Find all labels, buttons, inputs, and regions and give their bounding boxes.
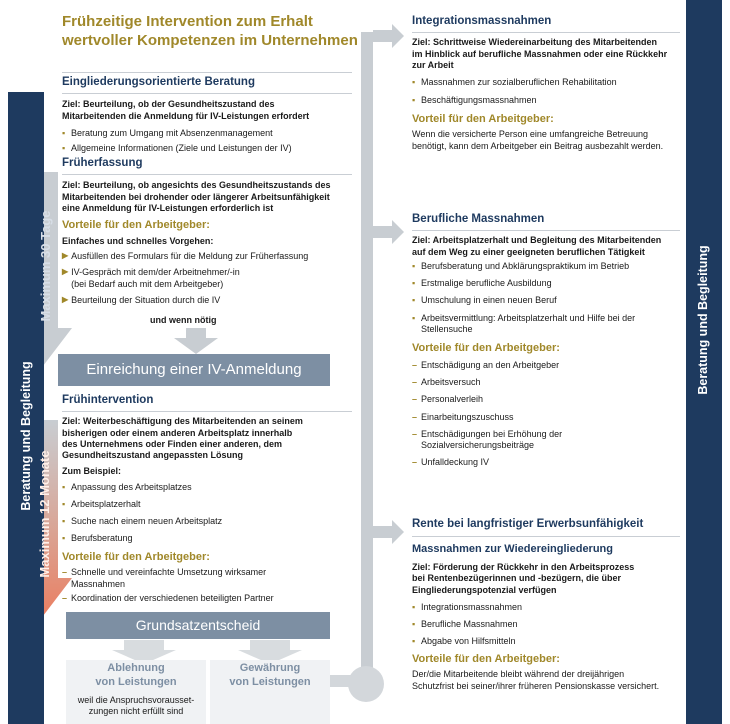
list-item-line: Arbeitsvermittlung: Arbeitsplatzerhalt und Hilfe bei der [421,312,636,323]
arrow-right-icon: ▶ [62,251,69,261]
section-rente [412,517,680,692]
goal-line: Ziel: Schrittweise Wiedereinarbeitung des Mitarbeitenden [412,37,657,48]
list-item [412,95,680,106]
list-item-text: Umschulung in einen neuen Beruf [421,295,557,306]
benefit-line: Wenn die versicherte Person eine umfangreiche Betreuung [412,129,648,140]
section-subheading: Massnahmen zur Wiedereingliederung [412,543,613,556]
section-integration [412,14,680,152]
intro-text: Einfaches und schnelles Vorgehen: [62,235,214,246]
bullet-icon: ▪ [62,498,66,509]
bullet-icon: ▪ [412,295,416,306]
ablehnung-reason [66,695,206,718]
list-item [412,429,680,452]
divider [62,93,352,94]
list-item [412,394,680,405]
dash-icon: – [412,359,418,370]
list-item-text [421,313,635,336]
divider [412,230,680,231]
arrow-right-icon: ▶ [62,294,69,304]
goal-line: des Unternehmens oder Finden einer anderen, dem [62,438,283,449]
list-item-text [421,429,562,452]
goal-line: bisherigen oder einem anderen Arbeitsplatz innerhalb [62,427,293,438]
list-item-text: Allgemeine Informationen (Ziele und Leistungen der IV) [71,143,292,154]
bullet-icon: ▪ [412,260,416,271]
ablehnung-reason-line: weil die Anspruchsvorausset- [77,694,195,705]
benefit-line: benötigt, kann dem Arbeitgeber ein Beitrag ausbezahlt werden. [412,140,664,151]
ablehnung-box [66,660,206,724]
list-item-text: Berufliche Massnahmen [421,619,518,630]
list-item [412,278,680,289]
goal-line: Ziel: Beurteilung, ob angesichts des Gesundheitszustands des [62,180,331,191]
dash-icon: – [412,457,418,468]
list-item-line: Entschädigungen bei Erhöhung der [421,428,563,439]
list-item-line: Massnahmen [71,578,126,589]
list-item [412,377,680,388]
step-text: Ausfüllen des Formulars für die Meldung zur Früherfassung [71,251,309,262]
gewaehrung-title [210,662,330,690]
list-item [412,412,680,423]
arrow-to-integration [373,24,404,48]
page-title [62,13,362,51]
ablehnung-reason-line: zungen nicht erfüllt sind [88,705,184,716]
goal-line: Gesundheitszustand angepassten Lösung [62,450,244,461]
section-eingliederung [62,72,352,154]
goal-line: bei Rentenbezügerinnen und -bezügern, die über [412,573,622,584]
list-item-text: Integrationsmassnahmen [421,601,523,612]
goal-text [412,235,680,258]
title-line-1: Frühzeitige Intervention zum Erhalt [62,13,313,30]
step-text [71,267,240,290]
ablehnung-title [66,662,206,690]
gewaehrung-title-line: von Leistungen [229,675,311,688]
section-heading: Früherfassung [62,157,143,169]
bullet-icon: ▪ [62,481,66,492]
connector-vertical [361,32,373,682]
list-item [412,636,680,647]
list-item-text: Erstmalige berufliche Ausbildung [421,278,552,289]
list-item-text: Entschädigung an den Arbeitgeber [421,359,560,370]
bullet-icon: ▪ [412,636,416,647]
ablehnung-title-line: Ablehnung [107,662,165,674]
divider [412,32,680,33]
goal-line: im Hinblick auf berufliche Massnahmen oder eine Rückkehr [412,48,668,59]
months-label: Maximum 12 Monate [37,450,52,578]
list-item [412,313,680,336]
benefits-heading: Vorteile für den Arbeitgeber: [412,342,560,355]
divider [62,411,352,412]
list-item-text: Koordination der verschiedenen beteiligten Partner [71,592,274,603]
arrow-to-rente [373,520,404,544]
goal-text [412,37,680,71]
goal-line: Eingliederungspotenzial verfügen [412,584,557,595]
list-item [62,499,352,510]
list-item [412,77,680,88]
benefits-heading: Vorteile für den Arbeitgeber: [62,219,210,232]
list-item [62,593,352,604]
bullet-icon: ▪ [62,127,66,138]
list-item [62,482,352,493]
list-item-text: Abgabe von Hilfsmitteln [421,636,516,647]
grundsatzentscheid-label: Grundsatzentscheid [135,617,261,633]
bullet-icon: ▪ [412,77,416,88]
benefit-text [412,669,680,692]
list-item-text: Beratung zum Umgang mit Absenzenmanagement [71,127,273,138]
benefit-line: Der/die Mitarbeitende bleibt während der dreijährigen [412,669,625,680]
einreichung-box [58,354,330,386]
benefit-text [412,129,680,152]
gewaehrung-title-line: Gewährung [239,662,301,674]
bullet-icon: ▪ [62,143,66,154]
arrow-to-berufliche [373,220,404,244]
benefits-heading: Vorteile für den Arbeitgeber: [412,652,560,665]
divider [62,72,352,73]
goal-line: Ziel: Beurteilung, ob der Gesundheitszustand des [62,99,275,110]
dash-icon: – [62,592,68,603]
dash-icon: – [412,411,418,422]
list-item [62,128,352,139]
section-heading: Rente bei langfristiger Erwerbsunfähigkeit [412,518,644,530]
list-item-text: Beschäftigungsmassnahmen [421,95,537,106]
step-text: Beurteilung der Situation durch die IV [71,294,221,305]
list-item [412,261,680,272]
list-item-text: Personalverleih [421,394,484,405]
list-item-text: Anpassung des Arbeitsplatzes [71,481,192,492]
right-bar-label: Beratung und Begleitung [696,245,710,395]
step-item [62,295,352,306]
goal-line: eine Anmeldung für IV-Leistungen erforderlich ist [62,202,274,213]
list-item [412,295,680,306]
arrow-to-einreichung [174,328,218,354]
arrow-right-icon: ▶ [62,267,69,277]
goal-text [412,562,680,596]
list-item [62,567,352,590]
step-item [62,267,352,290]
goal-line: Mitarbeitenden bei drohender oder längerer Arbeitsunfähigkeit [62,191,330,202]
list-item [412,602,680,613]
benefit-line: Schutzfrist bei seiner/ihrer früheren Pensionskasse versichert. [412,680,660,691]
list-item [62,143,352,154]
einreichung-label: Einreichung einer IV-Anmeldung [86,361,302,378]
bullet-icon: ▪ [62,533,66,544]
section-heading: Frühintervention [62,394,154,406]
list-item [62,516,352,527]
divider [412,536,680,537]
list-item-text: Arbeitsversuch [421,377,481,388]
list-item-text: Suche nach einem neuen Arbeitsplatz [71,516,223,527]
section-heading: Eingliederungsorientierte Beratung [62,76,255,88]
grundsatzentscheid-box [66,612,330,639]
goal-text [62,180,352,214]
list-item [412,457,680,468]
goal-line: Mitarbeitenden die Anmeldung für IV-Leistungen erfordert [62,110,310,121]
bullet-icon: ▪ [412,312,416,323]
list-item-line: Stellensuche [421,323,473,334]
left-bar-label: Beratung und Begleitung [19,361,33,511]
section-heading: Integrationsmassnahmen [412,15,552,27]
divider [62,174,352,175]
benefits-heading: Vorteile für den Arbeitgeber: [62,550,210,563]
section-heading: Berufliche Massnahmen [412,213,545,225]
days-label: Maximum 30 Tage [38,210,53,322]
dash-icon: – [62,567,68,578]
section-berufliche [412,212,680,469]
gewaehrung-box [210,660,330,724]
bullet-icon: ▪ [412,619,416,630]
goal-text [62,416,352,461]
list-item-text: Unfalldeckung IV [421,457,490,468]
dash-icon: – [412,394,418,405]
note-text: und wenn nötig [150,315,217,326]
list-item-text: Berufsberatung [71,533,133,544]
title-line-2: wertvoller Kompetenzen im Unternehmen [62,31,358,49]
bullet-icon: ▪ [62,516,66,527]
list-item-line: Schnelle und vereinfachte Umsetzung wirksamer [71,567,267,578]
list-item [62,533,352,544]
goal-text [62,99,352,122]
list-item-text: Einarbeitungszuschuss [421,411,514,422]
list-item-text [71,567,266,590]
dash-icon: – [412,377,418,388]
bullet-icon: ▪ [412,601,416,612]
benefits-heading: Vorteil für den Arbeitgeber: [412,112,554,125]
dash-icon: – [412,428,418,439]
list-item [412,619,680,630]
goal-line: Ziel: Förderung der Rückkehr in den Arbeitsprozess [412,562,635,573]
ablehnung-title-line: von Leistungen [95,675,177,688]
goal-line: auf dem Weg zu einer geeigneten beruflichen Tätigkeit [412,246,645,257]
step-text-line: IV-Gespräch mit dem/der Arbeitnehmer/-in [71,267,240,278]
example-intro: Zum Beispiel: [62,466,122,477]
list-item-text: Berufsberatung und Abklärungspraktikum im Betrieb [421,260,630,271]
goal-line: Ziel: Arbeitsplatzerhalt und Begleitung des Mitarbeitenden [412,235,662,246]
section-frueherfassung [62,156,352,326]
bullet-icon: ▪ [412,95,416,106]
list-item-line: Sozialversicherungsbeiträge [421,440,535,451]
goal-line: zur Arbeit [412,59,454,70]
step-text-line: (bei Bedarf auch mit dem Arbeitgeber) [71,278,224,289]
list-item [412,360,680,371]
list-item-text: Arbeitsplatzerhalt [71,498,141,509]
section-fruehintervention [62,393,352,604]
bullet-icon: ▪ [412,278,416,289]
goal-line: Ziel: Weiterbeschäftigung des Mitarbeitenden an seinem [62,416,303,427]
list-item-text: Massnahmen zur sozialberuflichen Rehabilitation [421,77,617,88]
step-item [62,251,352,262]
